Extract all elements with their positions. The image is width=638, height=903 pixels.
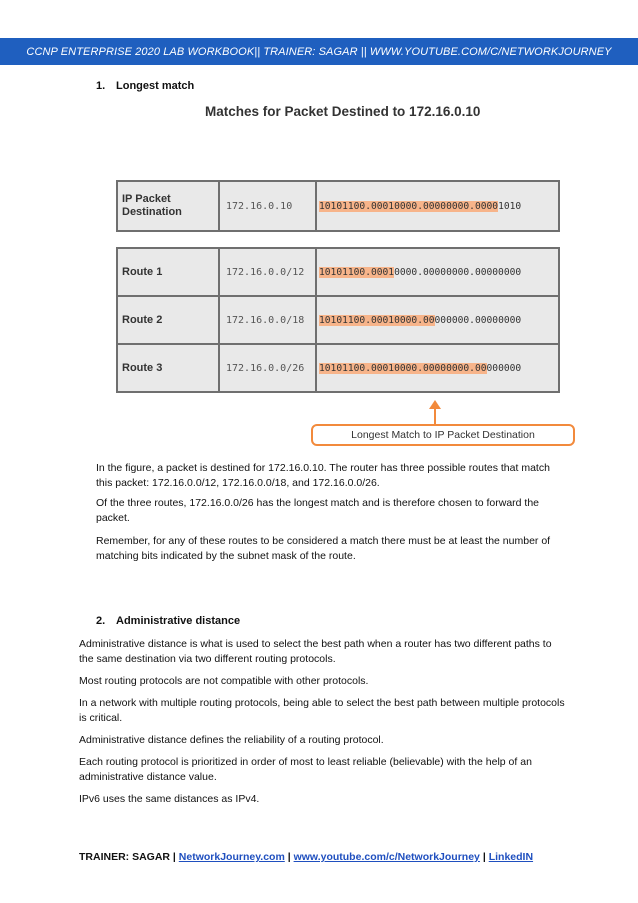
footer-separator: | <box>482 851 486 863</box>
longest-match-callout <box>311 424 575 446</box>
page-footer <box>79 851 533 863</box>
header-text: CCNP ENTERPRISE 2020 LAB WORKBOOK|| TRAINER: SAGAR || WWW.YOUTUBE.COM/C/NETWORKJOURNEY <box>26 45 612 58</box>
destination-label: IP Packet Destination <box>122 193 182 218</box>
paragraph: Most routing protocols are not compatible with other protocols. <box>79 675 369 687</box>
section-heading-administrative-distance <box>96 615 240 627</box>
paragraph: In the figure, a packet is destined for 172.16.0.10. The router has three possible routes that match this packet: 172.16.0.0/12, 172.16.0.0/18, and 172.16.0.0/26. <box>96 462 550 489</box>
binary-match-highlight: 10101100.00010000.00000000.0000 <box>319 200 499 212</box>
callout-text: Longest Match to IP Packet Destination <box>351 429 535 441</box>
paragraph: In a network with multiple routing protocols, being able to select the best path between multiple protocols is critical. <box>79 697 565 724</box>
binary-rest: 000000 <box>486 362 522 374</box>
section-number: 1. <box>96 80 106 92</box>
paragraph: Administrative distance is what is used to select the best path when a router has two different paths to the same destination via two different routing protocols. <box>79 638 552 665</box>
footer-separator: | <box>287 851 291 863</box>
destination-table <box>116 180 560 232</box>
routes-table <box>116 247 560 393</box>
paragraph: IPv6 uses the same distances as IPv4. <box>79 793 260 805</box>
destination-row <box>118 182 558 230</box>
route-row <box>118 249 558 295</box>
route-binary <box>315 345 554 391</box>
route-label: Route 1 <box>122 265 163 278</box>
section-number: 2. <box>96 615 106 627</box>
page-header-banner <box>0 38 638 65</box>
destination-binary <box>315 182 554 230</box>
route-prefix: 172.16.0.0/26 <box>218 345 315 391</box>
route-binary <box>315 249 554 295</box>
paragraph: Remember, for any of these routes to be considered a match there must be at least the number of matching bits indicated by the subnet mask of the route. <box>96 535 551 562</box>
binary-rest: 000000.00000000 <box>434 314 522 326</box>
route-row <box>118 295 558 343</box>
section-title: Administrative distance <box>116 615 241 627</box>
section-heading-longest-match <box>96 80 194 92</box>
paragraph: Administrative distance defines the reliability of a routing protocol. <box>79 734 384 746</box>
binary-match-highlight: 10101100.00010000.00000000.00 <box>319 362 487 374</box>
destination-ip: 172.16.0.10 <box>218 182 315 230</box>
route-label: Route 2 <box>122 313 163 326</box>
footer-trainer: TRAINER: SAGAR | <box>79 851 176 863</box>
binary-match-highlight: 10101100.0001 <box>319 266 395 278</box>
footer-link-networkjourney[interactable]: NetworkJourney.com <box>178 851 285 863</box>
paragraph: Of the three routes, 172.16.0.0/26 has the longest match and is therefore chosen to forward the packet. <box>96 497 540 524</box>
arrow-shaft <box>434 408 436 424</box>
route-label: Route 3 <box>122 361 163 374</box>
footer-link-youtube[interactable]: www.youtube.com/c/NetworkJourney <box>293 851 480 863</box>
binary-rest: 0000.00000000.00000000 <box>394 266 522 278</box>
route-row <box>118 343 558 391</box>
footer-link-linkedin[interactable]: LinkedIN <box>488 851 534 863</box>
route-binary <box>315 297 554 343</box>
binary-rest: 1010 <box>498 200 522 212</box>
paragraph: Each routing protocol is prioritized in order of most to least reliable (believable) with the help of an administrative distance value. <box>79 756 532 783</box>
binary-match-highlight: 10101100.00010000.00 <box>319 314 435 326</box>
route-prefix: 172.16.0.0/12 <box>218 249 315 295</box>
route-prefix: 172.16.0.0/18 <box>218 297 315 343</box>
figure-title: Matches for Packet Destined to 172.16.0.10 <box>205 104 481 119</box>
section-title: Longest match <box>116 80 195 92</box>
